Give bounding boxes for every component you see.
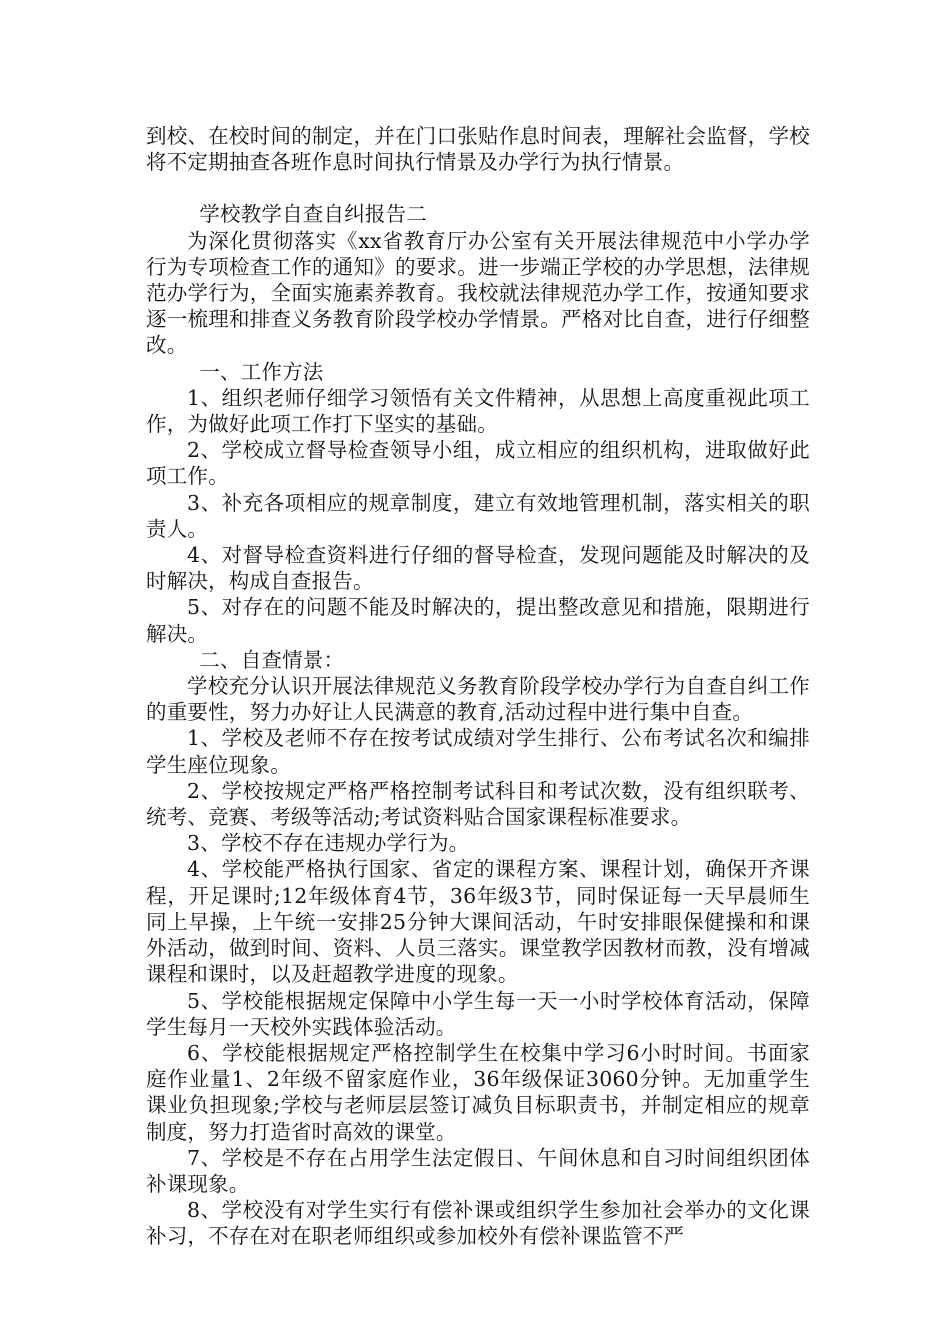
part1-item: 2、学校成立督导检查领导小组，成立相应的组织机构，进取做好此项工作。 [146, 438, 810, 489]
part2-item: 6、学校能根据规定严格控制学生在校集中学习6小时时间。书面家庭作业量1、2年级不留家庭作业，36年级保证3060分钟。无加重学生课业负担现象;学校与老师层层签订减负目标职责书，并制定相应的规章制度，努力打造省时高效的课堂。 [146, 1040, 810, 1144]
part2-item: 5、学校能根据规定保障中小学生每一天一小时学校体育活动，保障学生每月一天校外实践体验活动。 [146, 988, 810, 1039]
part2-item: 3、学校不存在违规办学行为。 [187, 831, 470, 856]
part1-item: 5、对存在的问题不能及时解决的，提出整改意见和措施，限期进行解决。 [146, 595, 810, 646]
part2-item: 7、学校是不存在占用学生法定假日、午间休息和自习时间组织团体补课现象。 [146, 1145, 810, 1196]
part2-item: 1、学校及老师不存在按考试成绩对学生排行、公布考试名次和编排学生座位现象。 [146, 726, 810, 777]
continuation-paragraph: 到校、在校时间的制定，并在门口张贴作息时间表，理解社会监督，学校将不定期抽查各班作息时间执行情景及办学行为执行情景。 [146, 124, 810, 175]
part1-item: 1、组织老师仔细学习领悟有关文件精神，从思想上高度重视此项工作，为做好此项工作打下坚实的基础。 [146, 385, 810, 437]
part2-item: 2、学校按规定严格严格控制考试科目和考试次数，没有组织联考、统考、竞赛、考级等活动;考试资料贴合国家课程标准要求。 [146, 778, 810, 830]
part2-intro: 学校充分认识开展法律规范义务教育阶段学校办学行为自查自纠工作的重要性，努力办好让人民满意的教育,活动过程中进行集中自查。 [146, 674, 810, 725]
part2-item: 4、学校能严格执行国家、省定的课程方案、课程计划，确保开齐课程，开足课时;12年级体育4节，36年级3节，同时保证每一天早晨师生同上早操，上午统一安排25分钟大课间活动，午时安排眼保健操和和课外活动，做到时间、资料、人员三落实。课堂教学因教材而教，没有增减课程和课时，以及赶超教学进度的现象。 [146, 857, 810, 987]
part1-heading: 一、工作方法 [199, 359, 324, 384]
part2-heading: 二、自查情景： [199, 647, 345, 672]
part1-item: 4、对督导检查资料进行仔细的督导检查，发现问题能及时解决的及时解决，构成自查报告。 [146, 543, 810, 594]
part1-item: 3、补充各项相应的规章制度，建立有效地管理机制，落实相关的职责人。 [146, 490, 810, 541]
part2-item: 8、学校没有对学生实行有偿补课或组织学生参加社会举办的文化课补习，不存在对在职老师组织或参加校外有偿补课监管不严 [146, 1198, 810, 1249]
document-body [146, 123, 810, 1250]
section-title: 学校教学自查自纠报告二 [199, 202, 427, 227]
intro-paragraph: 为深化贯彻落实《xx省教育厅办公室有关开展法律规范中小学办学行为专项检查工作的通知》的要求。进一步端正学校的办学思想，法律规范办学行为，全面实施素养教育。我校就法律规范办学工作，按通知要求逐一梳理和排查义务教育阶段学校办学情景。严格对比自查，进行仔细整改。 [146, 228, 810, 358]
